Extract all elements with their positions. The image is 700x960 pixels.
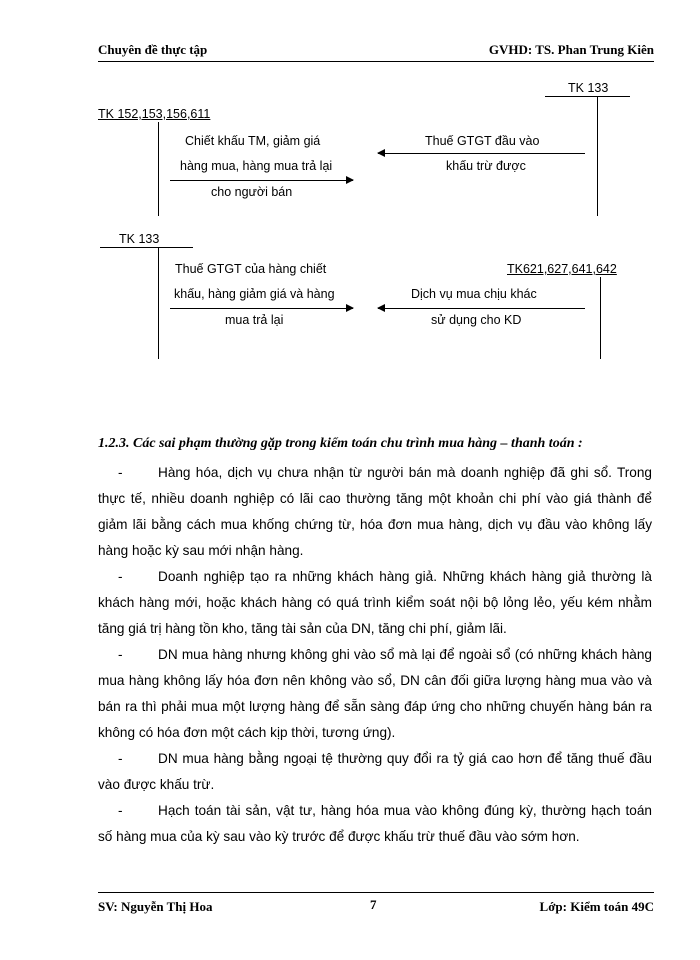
entry1-line1: Chiết khấu TM, giảm giá [185,134,321,148]
list-item: - DN mua hàng nhưng không ghi vào sổ mà lại để ngoài sổ (có những khách hàng mua hàng không lấy hóa đơn nên không vào sổ, DN cân đối giữa lượng hàng mua vào và bán ra thì phải mua một lượng hàng để sẵn sàng đáp ứng cho những chuyến hàng bán ra không có hóa đơn một cách kịp thời, tương ứng). [98,647,652,740]
footer-class: Lớp: Kiểm toán 49C [539,899,654,914]
entry2-line2: khấu trừ được [446,159,526,173]
header-rule [98,61,654,62]
tk152-line [158,122,159,216]
list-item: - DN mua hàng bằng ngoại tệ thường quy đổi ra tỷ giá cao hơn để tăng thuế đầu vào được khấu trừ. [98,751,652,792]
footer-rule [98,892,654,893]
list-item: - Doanh nghiệp tạo ra những khách hàng giả. Những khách hàng giả thường là khách hàng mới, hoặc khách hàng có quá trình kiểm soát nội bộ lỏng lẻo, yếu kém nhằm tăng giá trị hàng tồn kho, tăng tài sản của DN, tăng chi phí, giảm lãi. [98,569,652,636]
entry1-arrow [170,180,353,181]
entry3-line3: mua trả lại [225,313,284,327]
header-left: Chuyên đề thực tập [98,42,208,57]
entry4-arrow [378,308,585,309]
tk133-left-label: TK 133 [119,232,160,246]
header-right: GVHD: TS. Phan Trung Kiên [488,42,654,57]
entry2-line1: Thuế GTGT đầu vào [425,134,540,148]
footer-student: SV: Nguyễn Thị Hoa [98,899,213,914]
entry1-line2: hàng mua, hàng mua trả lại [180,159,333,173]
tk133-top-rule [545,96,630,97]
section-title: 1.2.3. Các sai phạm thường gặp trong kiểm toán chu trình mua hàng – thanh toán : [98,436,583,451]
entry4-line2: sử dụng cho KD [431,313,522,327]
tk133-left-line [158,247,159,359]
tk621-line [600,277,601,359]
tk621-label: TK621,627,641,642 [507,262,617,276]
tk133-left-rule [100,247,193,248]
entry4-line1: Dịch vụ mua chịu khác [411,287,537,301]
tk152-label: TK 152,153,156,611 [98,107,211,121]
list-item: - Hạch toán tài sản, vật tư, hàng hóa mua vào không đúng kỳ, thường hạch toán số hàng mua của kỳ sau vào kỳ trước để được khấu trừ thuế đầu vào sớm hơn. [98,803,652,844]
tk133-top-line [597,96,598,216]
entry3-line2: khấu, hàng giảm giá và hàng [174,287,335,301]
tk133-top-label: TK 133 [568,81,609,95]
entry2-arrow [378,153,585,154]
entry3-line1: Thuế GTGT của hàng chiết [175,262,327,276]
page-number: 7 [370,897,377,912]
entry1-line3: cho người bán [211,185,293,199]
entry3-arrow [170,308,353,309]
section-body [98,460,652,850]
list-item: - Hàng hóa, dịch vụ chưa nhận từ người bán mà doanh nghiệp đã ghi sổ. Trong thực tế, nhiều doanh nghiệp có lãi cao thường tăng một khoản chi phí vào giá thành để giảm lãi bằng cách mua khống chứng từ, hóa đơn mua hàng, dịch vụ đầu vào không lấy hàng hoặc kỳ sau mới nhận hàng. [98,465,652,558]
